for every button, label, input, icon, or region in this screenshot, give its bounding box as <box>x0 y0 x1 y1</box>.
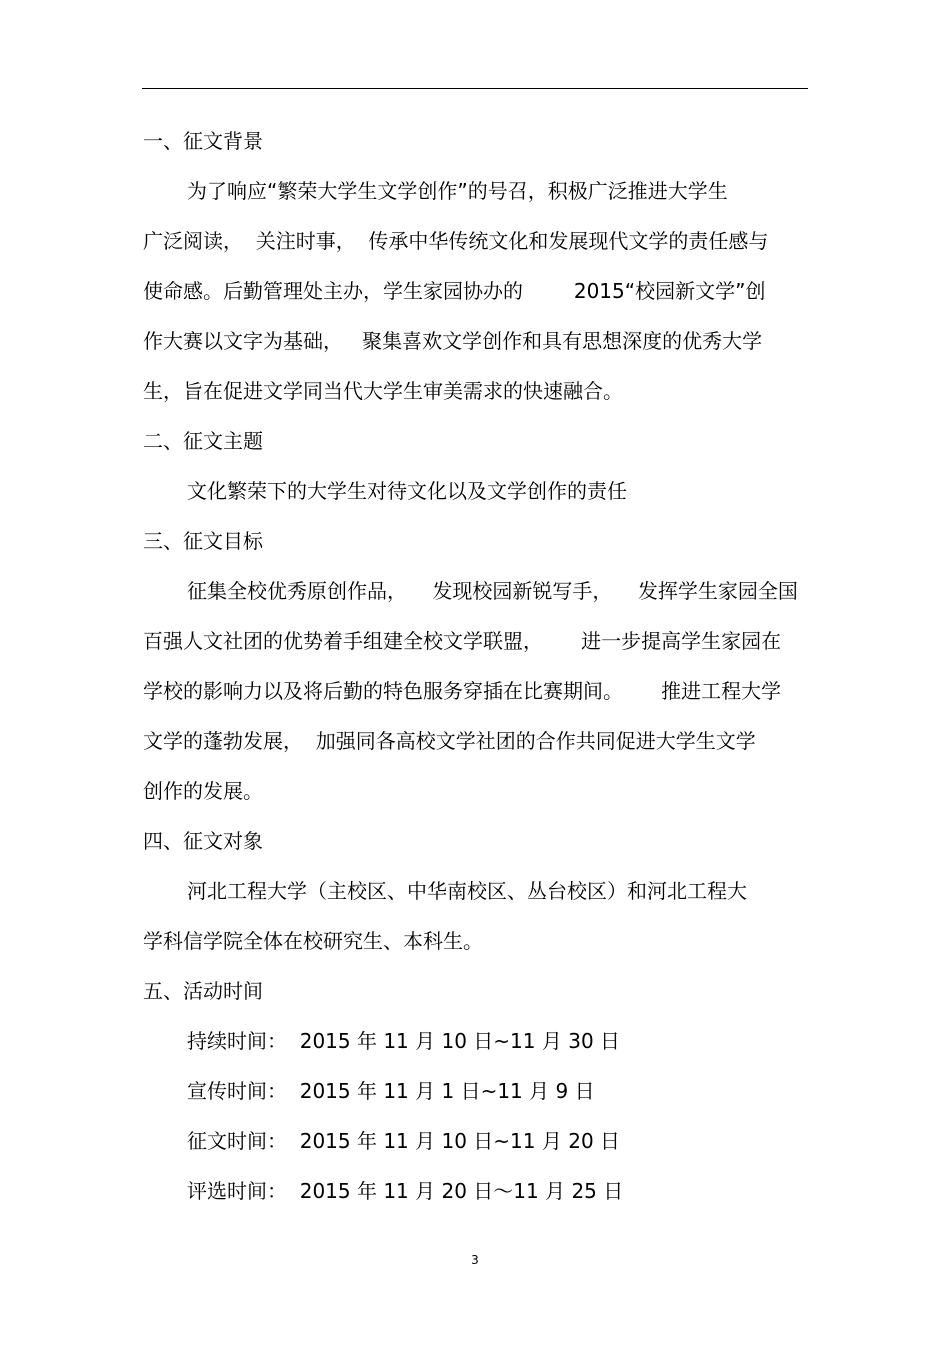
paragraph-line: 文学的蓬勃发展， 加强同各高校文学社团的合作共同促进大学生文学 <box>143 729 756 753</box>
paragraph-line: 广泛阅读， 关注时事， 传承中华传统文化和发展现代文学的责任感与 <box>143 229 769 253</box>
page-number: 3 <box>471 1253 479 1267</box>
section-heading-background: 一、征文背景 <box>143 129 263 153</box>
paragraph-line: 文化繁荣下的大学生对待文化以及文学创作的责任 <box>187 479 627 503</box>
schedule-item: 宣传时间： 2015 年 11 月 1 日~11 月 9 日 <box>187 1079 595 1103</box>
paragraph-line: 学科信学院全体在校研究生、本科生。 <box>143 929 483 953</box>
section-heading-goal: 三、征文目标 <box>143 529 263 553</box>
schedule-item: 征文时间： 2015 年 11 月 10 日~11 月 20 日 <box>187 1129 621 1153</box>
paragraph-line: 创作的发展。 <box>143 779 263 803</box>
paragraph-line: 学校的影响力以及将后勤的特色服务穿插在比赛期间。 推进工程大学 <box>143 679 782 703</box>
schedule-item: 持续时间： 2015 年 11 月 10 日~11 月 30 日 <box>187 1029 621 1053</box>
paragraph-line: 作大赛以文字为基础， 聚集喜欢文学创作和具有思想深度的优秀大学 <box>143 329 763 353</box>
schedule-item: 评选时间： 2015 年 11 月 20 日～11 月 25 日 <box>187 1179 624 1203</box>
header-rule <box>142 88 808 89</box>
paragraph-line: 百强人文社团的优势着手组建全校文学联盟， 进一步提高学生家园在 <box>143 629 782 653</box>
section-heading-target: 四、征文对象 <box>143 829 263 853</box>
paragraph-line: 为了响应“繁荣大学生文学创作”的号召，积极广泛推进大学生 <box>187 179 728 203</box>
paragraph-line: 河北工程大学（主校区、中华南校区、丛台校区）和河北工程大 <box>187 879 747 903</box>
section-heading-schedule: 五、活动时间 <box>143 979 263 1003</box>
paragraph-line: 征集全校优秀原创作品， 发现校园新锐写手， 发挥学生家园全国 <box>187 579 798 603</box>
section-heading-theme: 二、征文主题 <box>143 429 263 453</box>
paragraph-line: 使命感。后勤管理处主办，学生家园协办的 2015“校园新文学”创 <box>143 279 766 303</box>
paragraph-line: 生，旨在促进文学同当代大学生审美需求的快速融合。 <box>143 379 623 403</box>
